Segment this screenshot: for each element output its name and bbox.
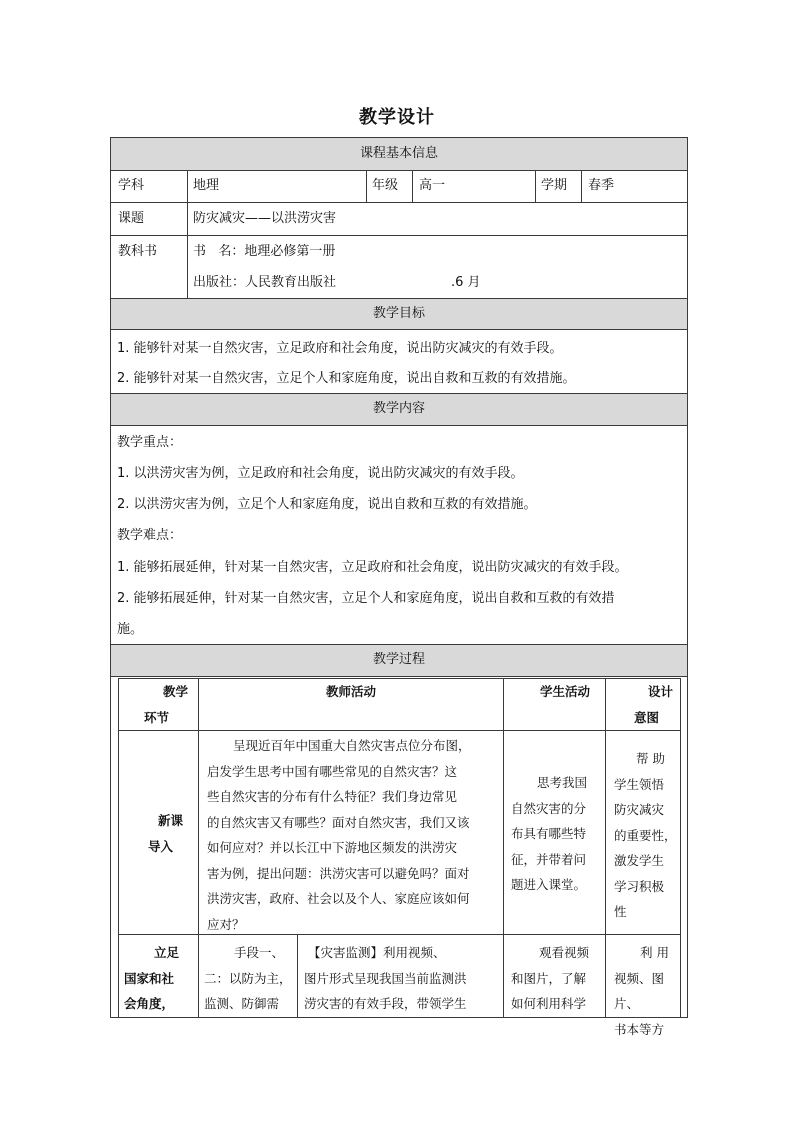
row2-student-activity: 观看视频 和图片，了解 如何利用科学 [511, 945, 590, 1011]
col-line [187, 170, 188, 298]
row-line [110, 202, 688, 203]
topic-value: 防灾减灾——以洪涝灾害 [193, 211, 337, 226]
difficulty-item: 1. 能够拓展延伸，针对某一自然灾害，立足政府和社会角度，说出防灾减灾的有效手段。 [117, 560, 628, 575]
header-teacher: 教师活动 [325, 684, 376, 699]
row-line [110, 644, 688, 645]
inner-table-right [680, 678, 681, 1017]
section-title-content: 教学内容 [372, 401, 425, 416]
textbook-date: .6 月 [451, 275, 481, 290]
difficulty-item: 2. 能够拓展延伸，针对某一自然灾害，立足个人和家庭角度，说出自救和互救的有效措 [117, 591, 615, 606]
row1-student-activity: 思考我国 自然灾害的分 布具有哪些特 征，并带着问 题进入课堂。 [511, 775, 588, 892]
term-value: 春季 [588, 178, 615, 193]
inner-table-left [118, 678, 119, 1017]
header-intent: 设计 意图 [634, 684, 674, 725]
row2-method: 手段一、 二：以防为主， 监测、防御需 [204, 945, 292, 1011]
row-line [110, 393, 688, 394]
subject-value: 地理 [193, 178, 220, 193]
term-label: 学期 [541, 178, 568, 193]
row-line [110, 235, 688, 236]
row2-teacher-activity: 【灾害监测】利用视频、 图片形式呈现我国当前监测洪 涝灾害的有效手段，带领学生 [304, 945, 467, 1011]
row1-teacher-activity: 呈现近百年中国重大自然灾害点位分布图， 启发学生思考中国有哪些常见的自然灾害？这 些自然灾害的分布有什么特征？我们身边常见 的自然灾害又有哪些？面对自然灾害，我们又该 如何应对？并以长江中下游地区频发的洪涝灾 害为例，提出问题：洪涝灾害可以避免吗？面对 洪涝灾害，政府、社会以及个人、家庭应该如何 应对？ [207, 738, 471, 932]
goal-item: 2. 能够针对某一自然灾害，立足个人和家庭角度，说出自救和互救的有效措施。 [117, 371, 576, 386]
row-line [110, 329, 688, 330]
inner-col-line [198, 678, 199, 1017]
section-title-basic: 课程基本信息 [359, 146, 438, 161]
key-point-item: 2. 以洪涝灾害为例，立足个人和家庭角度，说出自救和互救的有效措施。 [117, 497, 537, 512]
row2-stage: 立足 国家和社 会角度， [124, 945, 180, 1011]
textbook-name: 书 名：地理必修第一册 [193, 244, 336, 259]
goal-item: 1. 能够针对某一自然灾害，立足政府和社会角度，说出防灾减灾的有效手段。 [117, 341, 563, 356]
header-stage: 教学 环节 [144, 684, 188, 725]
header-student: 学生活动 [540, 684, 591, 699]
col-line [581, 170, 582, 202]
table-border-right [687, 137, 688, 1018]
col-line [412, 170, 413, 202]
inner-row-line [118, 730, 681, 731]
row1-stage: 新课 导入 [148, 813, 184, 854]
row2-design-intent: 利 用 视频、图片、 书本等方 [614, 945, 669, 1037]
section-title-process: 教学过程 [372, 652, 425, 667]
table-border-top [110, 137, 688, 138]
topic-label: 课题 [118, 211, 145, 226]
grade-label: 年级 [372, 178, 399, 193]
textbook-label: 教科书 [118, 244, 158, 259]
row-line [110, 425, 688, 426]
inner-col-line [605, 678, 606, 1017]
key-points-label: 教学重点： [117, 435, 183, 450]
grade-value: 高一 [419, 178, 446, 193]
col-line [366, 170, 367, 202]
difficulty-label: 教学难点： [117, 528, 183, 543]
table-border-left [110, 137, 111, 1018]
inner-col-line [503, 678, 504, 1017]
row1-design-intent: 帮 助 学生领悟 防灾减灾 的重要性， 激发学生 学习积极 性 [614, 751, 677, 919]
row-line [110, 170, 688, 171]
subject-label: 学科 [118, 178, 145, 193]
difficulty-item-continued: 施。 [117, 622, 144, 637]
table-border-bottom [110, 1017, 688, 1018]
row-line [110, 298, 688, 299]
page-title: 教学设计 [359, 107, 435, 128]
textbook-publisher: 出版社：人民教育出版社 [193, 275, 337, 290]
section-title-goals: 教学目标 [372, 306, 425, 321]
key-point-item: 1. 以洪涝灾害为例，立足政府和社会角度，说出防灾减灾的有效手段。 [117, 466, 524, 481]
row-line [110, 676, 688, 677]
col-line [535, 170, 536, 202]
inner-col-line [297, 934, 298, 1017]
